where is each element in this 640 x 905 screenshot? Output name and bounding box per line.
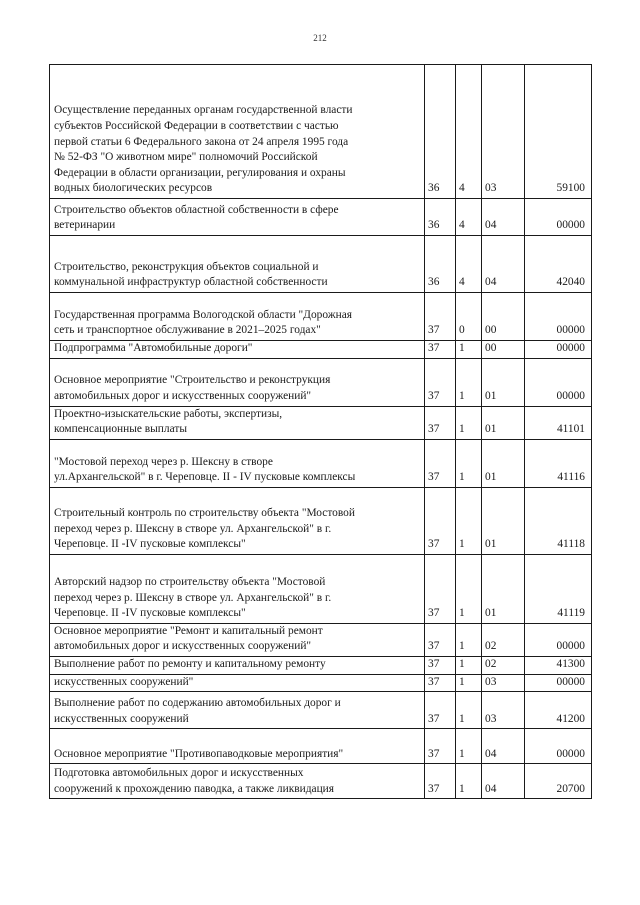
row-description: Государственная программа Вологодской области "Дорожная сеть и транспортное обслуживание в 2021–2025 годах": [50, 293, 425, 341]
code-program: 36: [425, 199, 456, 236]
code-program: 37: [425, 764, 456, 799]
table-row: [50, 623, 592, 656]
row-description: искусственных сооружений": [50, 674, 425, 692]
code-direction: 41116: [525, 439, 592, 487]
table-row: [50, 764, 592, 799]
row-description: Подготовка автомобильных дорог и искусственных сооружений к прохождению паводка, а также ликвидация: [50, 764, 425, 799]
row-description: Авторский надзор по строительству объекта "Мостовой переход через р. Шексну в створе ул. Архангельской" в г. Череповце. II -IV пусковые комплексы": [50, 554, 425, 623]
code-direction: 42040: [525, 236, 592, 293]
table-row: [50, 236, 592, 293]
code-subprogram: 1: [456, 341, 482, 359]
code-program: 37: [425, 656, 456, 674]
code-subprogram: 1: [456, 656, 482, 674]
code-activity: 01: [482, 406, 525, 439]
code-program: 37: [425, 674, 456, 692]
table-row: [50, 199, 592, 236]
table-row: [50, 554, 592, 623]
code-program: 37: [425, 623, 456, 656]
code-subprogram: 1: [456, 623, 482, 656]
page-number: 212: [313, 33, 327, 43]
code-program: 37: [425, 406, 456, 439]
row-description: Осуществление переданных органам государственной власти субъектов Российской Федерации в соответствии с частью первой статьи 6 Федерального закона от 24 апреля 1995 года № 52-ФЗ "О животном мире" полномочий Российской Федерации в области организации, регулирования и охраны водных биологических ресурсов: [50, 65, 425, 199]
row-description: Строительство объектов областной собственности в сфере ветеринарии: [50, 199, 425, 236]
row-description: Выполнение работ по ремонту и капитальному ремонту: [50, 656, 425, 674]
code-direction: 41118: [525, 487, 592, 554]
code-activity: 01: [482, 439, 525, 487]
row-description: Основное мероприятие "Противопаводковые мероприятия": [50, 729, 425, 764]
code-subprogram: 0: [456, 293, 482, 341]
table-row: [50, 674, 592, 692]
code-activity: 01: [482, 487, 525, 554]
code-direction: 41101: [525, 406, 592, 439]
code-subprogram: 1: [456, 764, 482, 799]
code-activity: 00: [482, 341, 525, 359]
code-subprogram: 1: [456, 554, 482, 623]
code-program: 37: [425, 729, 456, 764]
code-program: 37: [425, 341, 456, 359]
row-description: Выполнение работ по содержанию автомобильных дорог и искусственных сооружений: [50, 692, 425, 729]
table-body: [50, 65, 592, 799]
row-description: Строительство, реконструкция объектов социальной и коммунальной инфраструктур областной собственности: [50, 236, 425, 293]
code-program: 36: [425, 65, 456, 199]
code-activity: 03: [482, 692, 525, 729]
table-row: [50, 439, 592, 487]
code-activity: 02: [482, 623, 525, 656]
code-program: 37: [425, 439, 456, 487]
code-subprogram: 4: [456, 199, 482, 236]
code-subprogram: 1: [456, 674, 482, 692]
code-direction: 00000: [525, 674, 592, 692]
table-row: [50, 65, 592, 199]
code-direction: 00000: [525, 623, 592, 656]
code-program: 37: [425, 358, 456, 406]
code-program: 37: [425, 487, 456, 554]
code-direction: 00000: [525, 199, 592, 236]
code-direction: 41300: [525, 656, 592, 674]
code-subprogram: 1: [456, 406, 482, 439]
code-subprogram: 1: [456, 487, 482, 554]
code-subprogram: 1: [456, 729, 482, 764]
row-description: Проектно-изыскательские работы, экспертизы, компенсационные выплаты: [50, 406, 425, 439]
code-direction: 41119: [525, 554, 592, 623]
row-description: Подпрограмма "Автомобильные дороги": [50, 341, 425, 359]
code-direction: 00000: [525, 729, 592, 764]
code-activity: 01: [482, 554, 525, 623]
code-program: 36: [425, 236, 456, 293]
code-subprogram: 1: [456, 692, 482, 729]
code-direction: 00000: [525, 293, 592, 341]
row-description: Строительный контроль по строительству объекта "Мостовой переход через р. Шексну в створе ул. Архангельской" в г. Череповце. II -IV пусковые комплексы": [50, 487, 425, 554]
code-activity: 01: [482, 358, 525, 406]
code-subprogram: 1: [456, 439, 482, 487]
code-activity: 04: [482, 764, 525, 799]
code-subprogram: 4: [456, 65, 482, 199]
code-activity: 02: [482, 656, 525, 674]
code-direction: 41200: [525, 692, 592, 729]
code-direction: 20700: [525, 764, 592, 799]
table-row: [50, 656, 592, 674]
table-row: [50, 341, 592, 359]
row-description: "Мостовой переход через р. Шексну в створе ул.Архангельской" в г. Череповце. II - IV пусковые комплексы: [50, 439, 425, 487]
code-direction: 00000: [525, 341, 592, 359]
code-activity: 00: [482, 293, 525, 341]
table-row: [50, 406, 592, 439]
table-row: [50, 487, 592, 554]
code-activity: 03: [482, 65, 525, 199]
code-activity: 03: [482, 674, 525, 692]
code-direction: 59100: [525, 65, 592, 199]
code-subprogram: 4: [456, 236, 482, 293]
code-direction: 00000: [525, 358, 592, 406]
code-program: 37: [425, 692, 456, 729]
table-row: [50, 692, 592, 729]
code-activity: 04: [482, 729, 525, 764]
table-row: [50, 293, 592, 341]
row-description: Основное мероприятие "Ремонт и капитальный ремонт автомобильных дорог и искусственных сооружений": [50, 623, 425, 656]
row-description: Основное мероприятие "Строительство и реконструкция автомобильных дорог и искусственных сооружений": [50, 358, 425, 406]
code-subprogram: 1: [456, 358, 482, 406]
code-activity: 04: [482, 199, 525, 236]
table-row: [50, 729, 592, 764]
table-row: [50, 358, 592, 406]
code-program: 37: [425, 293, 456, 341]
code-program: 37: [425, 554, 456, 623]
budget-classification-table: [49, 64, 592, 799]
code-activity: 04: [482, 236, 525, 293]
